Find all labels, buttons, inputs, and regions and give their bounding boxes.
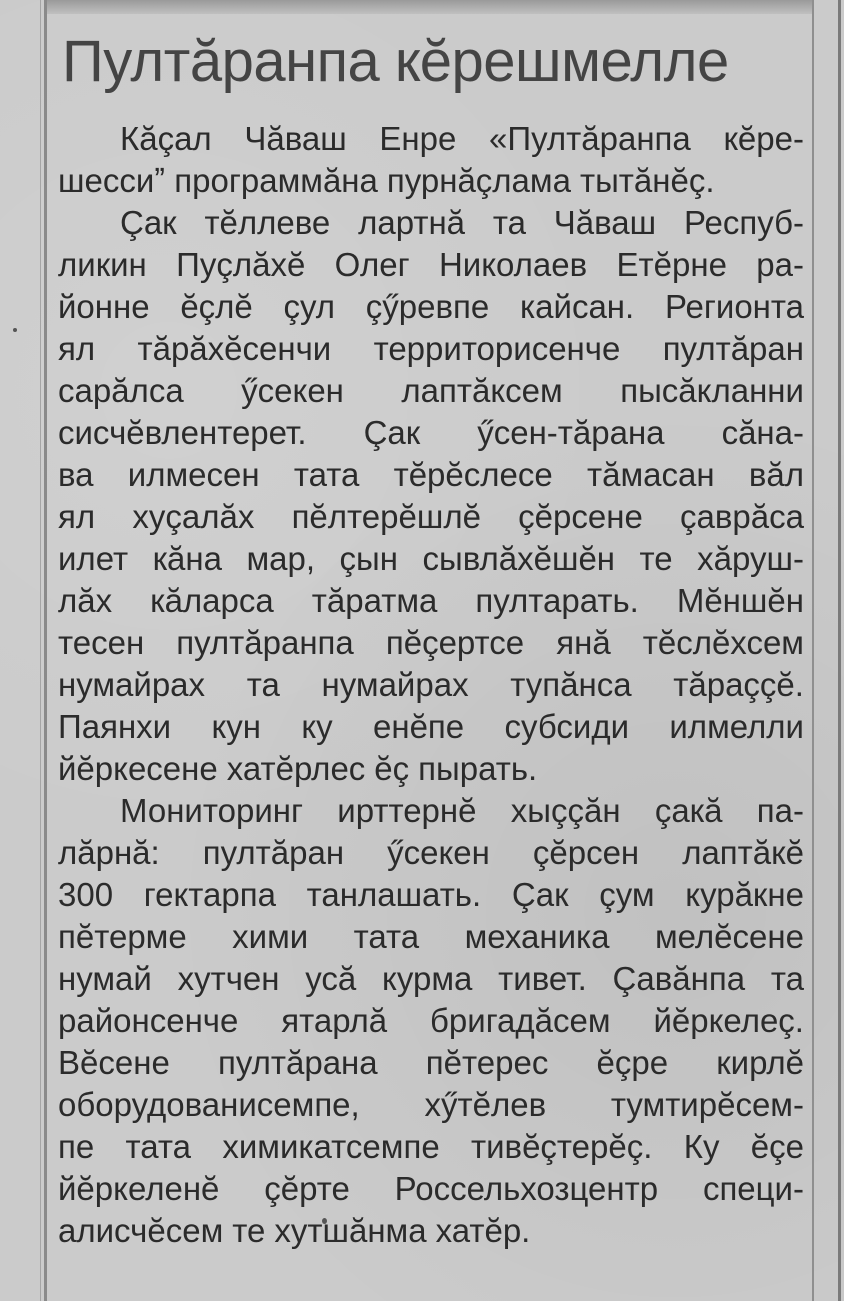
news-article bbox=[58, 18, 804, 1252]
article-paragraph bbox=[58, 790, 804, 1252]
text-line: нумайрах та нумайрах тупăнса тăраççĕ. bbox=[58, 666, 804, 703]
text-line: Çак тĕллеве лартнă та Чăваш Респуб- bbox=[120, 204, 804, 241]
text-line: илет кăна мар, çын сывлăхĕшĕн те хăруш- bbox=[58, 540, 804, 577]
text-line: сисчĕвлентерет. Çак ӳсен-тăрана сăна- bbox=[58, 414, 804, 451]
text-line: нумай хутчен усă курма тивет. Çавăнпа та bbox=[58, 960, 804, 997]
left-column-rule-thin bbox=[40, 0, 41, 1301]
text-line: лăх кăларса тăратма пултарать. Мĕншĕн bbox=[58, 582, 804, 619]
print-speck bbox=[13, 328, 17, 332]
article-paragraph bbox=[58, 118, 804, 202]
top-column-strip bbox=[46, 0, 812, 14]
text-line: Мониторинг ирттернĕ хыççăн çакă па- bbox=[120, 792, 804, 829]
page-edge-rule bbox=[838, 0, 841, 1301]
text-line: районсенче ятарлă бригадăсем йĕркелеç. bbox=[58, 1002, 804, 1039]
text-line: Паянхи кун ку енĕпе субсиди илмелли bbox=[58, 708, 804, 745]
text-line: алисчĕсем те хутшăнма хатĕр. bbox=[58, 1212, 531, 1249]
text-line: йонне ĕçлĕ çул çӳревпе кайсан. Регионта bbox=[58, 288, 804, 325]
text-line: ял тăрăхĕсенчи территорисенче пултăран bbox=[58, 330, 804, 367]
text-line: Кăçал Чăваш Енре «Пултăранпа кĕре- bbox=[120, 120, 804, 157]
article-paragraph bbox=[58, 202, 804, 790]
text-line: тесен пултăранпа пĕçертсе янă тĕслĕхсем bbox=[58, 624, 804, 661]
right-column-rule bbox=[812, 0, 814, 1301]
article-body bbox=[58, 118, 804, 1252]
text-line: шессиˮ программăна пурнăçлама тытăнĕç. bbox=[58, 162, 715, 199]
text-line: 300 гектарпа танлашать. Çак çум курăкне bbox=[58, 876, 804, 913]
text-line: пĕтерме хими тата механика мелĕсене bbox=[58, 918, 804, 955]
text-line: йĕркеленĕ çĕрте Россельхозцентр специ- bbox=[58, 1170, 804, 1207]
left-column-rule bbox=[44, 0, 47, 1301]
text-line: ва илмесен тата тĕрĕслесе тăмасан вăл bbox=[58, 456, 804, 493]
text-line: лăрнă: пултăран ӳсекен çĕрсен лаптăкĕ bbox=[58, 834, 804, 871]
text-line: ял хуçалăх пĕлтерĕшлĕ çĕрсене çаврăса bbox=[58, 498, 804, 535]
text-line: йĕркесене хатĕрлес ĕç пырать. bbox=[58, 750, 538, 787]
text-line: оборудованисемпе, хӳтĕлев тумтирĕсем- bbox=[58, 1086, 804, 1123]
text-line: сарăлса ӳсекен лаптăксем пысăкланни bbox=[58, 372, 804, 409]
text-line: ликин Пуçлăхĕ Олег Николаев Етĕрне ра- bbox=[58, 246, 804, 283]
text-line: пе тата химикатсемпе тивĕçтерĕç. Ку ĕçе bbox=[58, 1128, 804, 1165]
text-line: Вĕсене пултăрана пĕтерес ĕçре кирлĕ bbox=[58, 1044, 804, 1081]
article-headline: Пултăранпа кĕрешмелле bbox=[62, 29, 729, 94]
